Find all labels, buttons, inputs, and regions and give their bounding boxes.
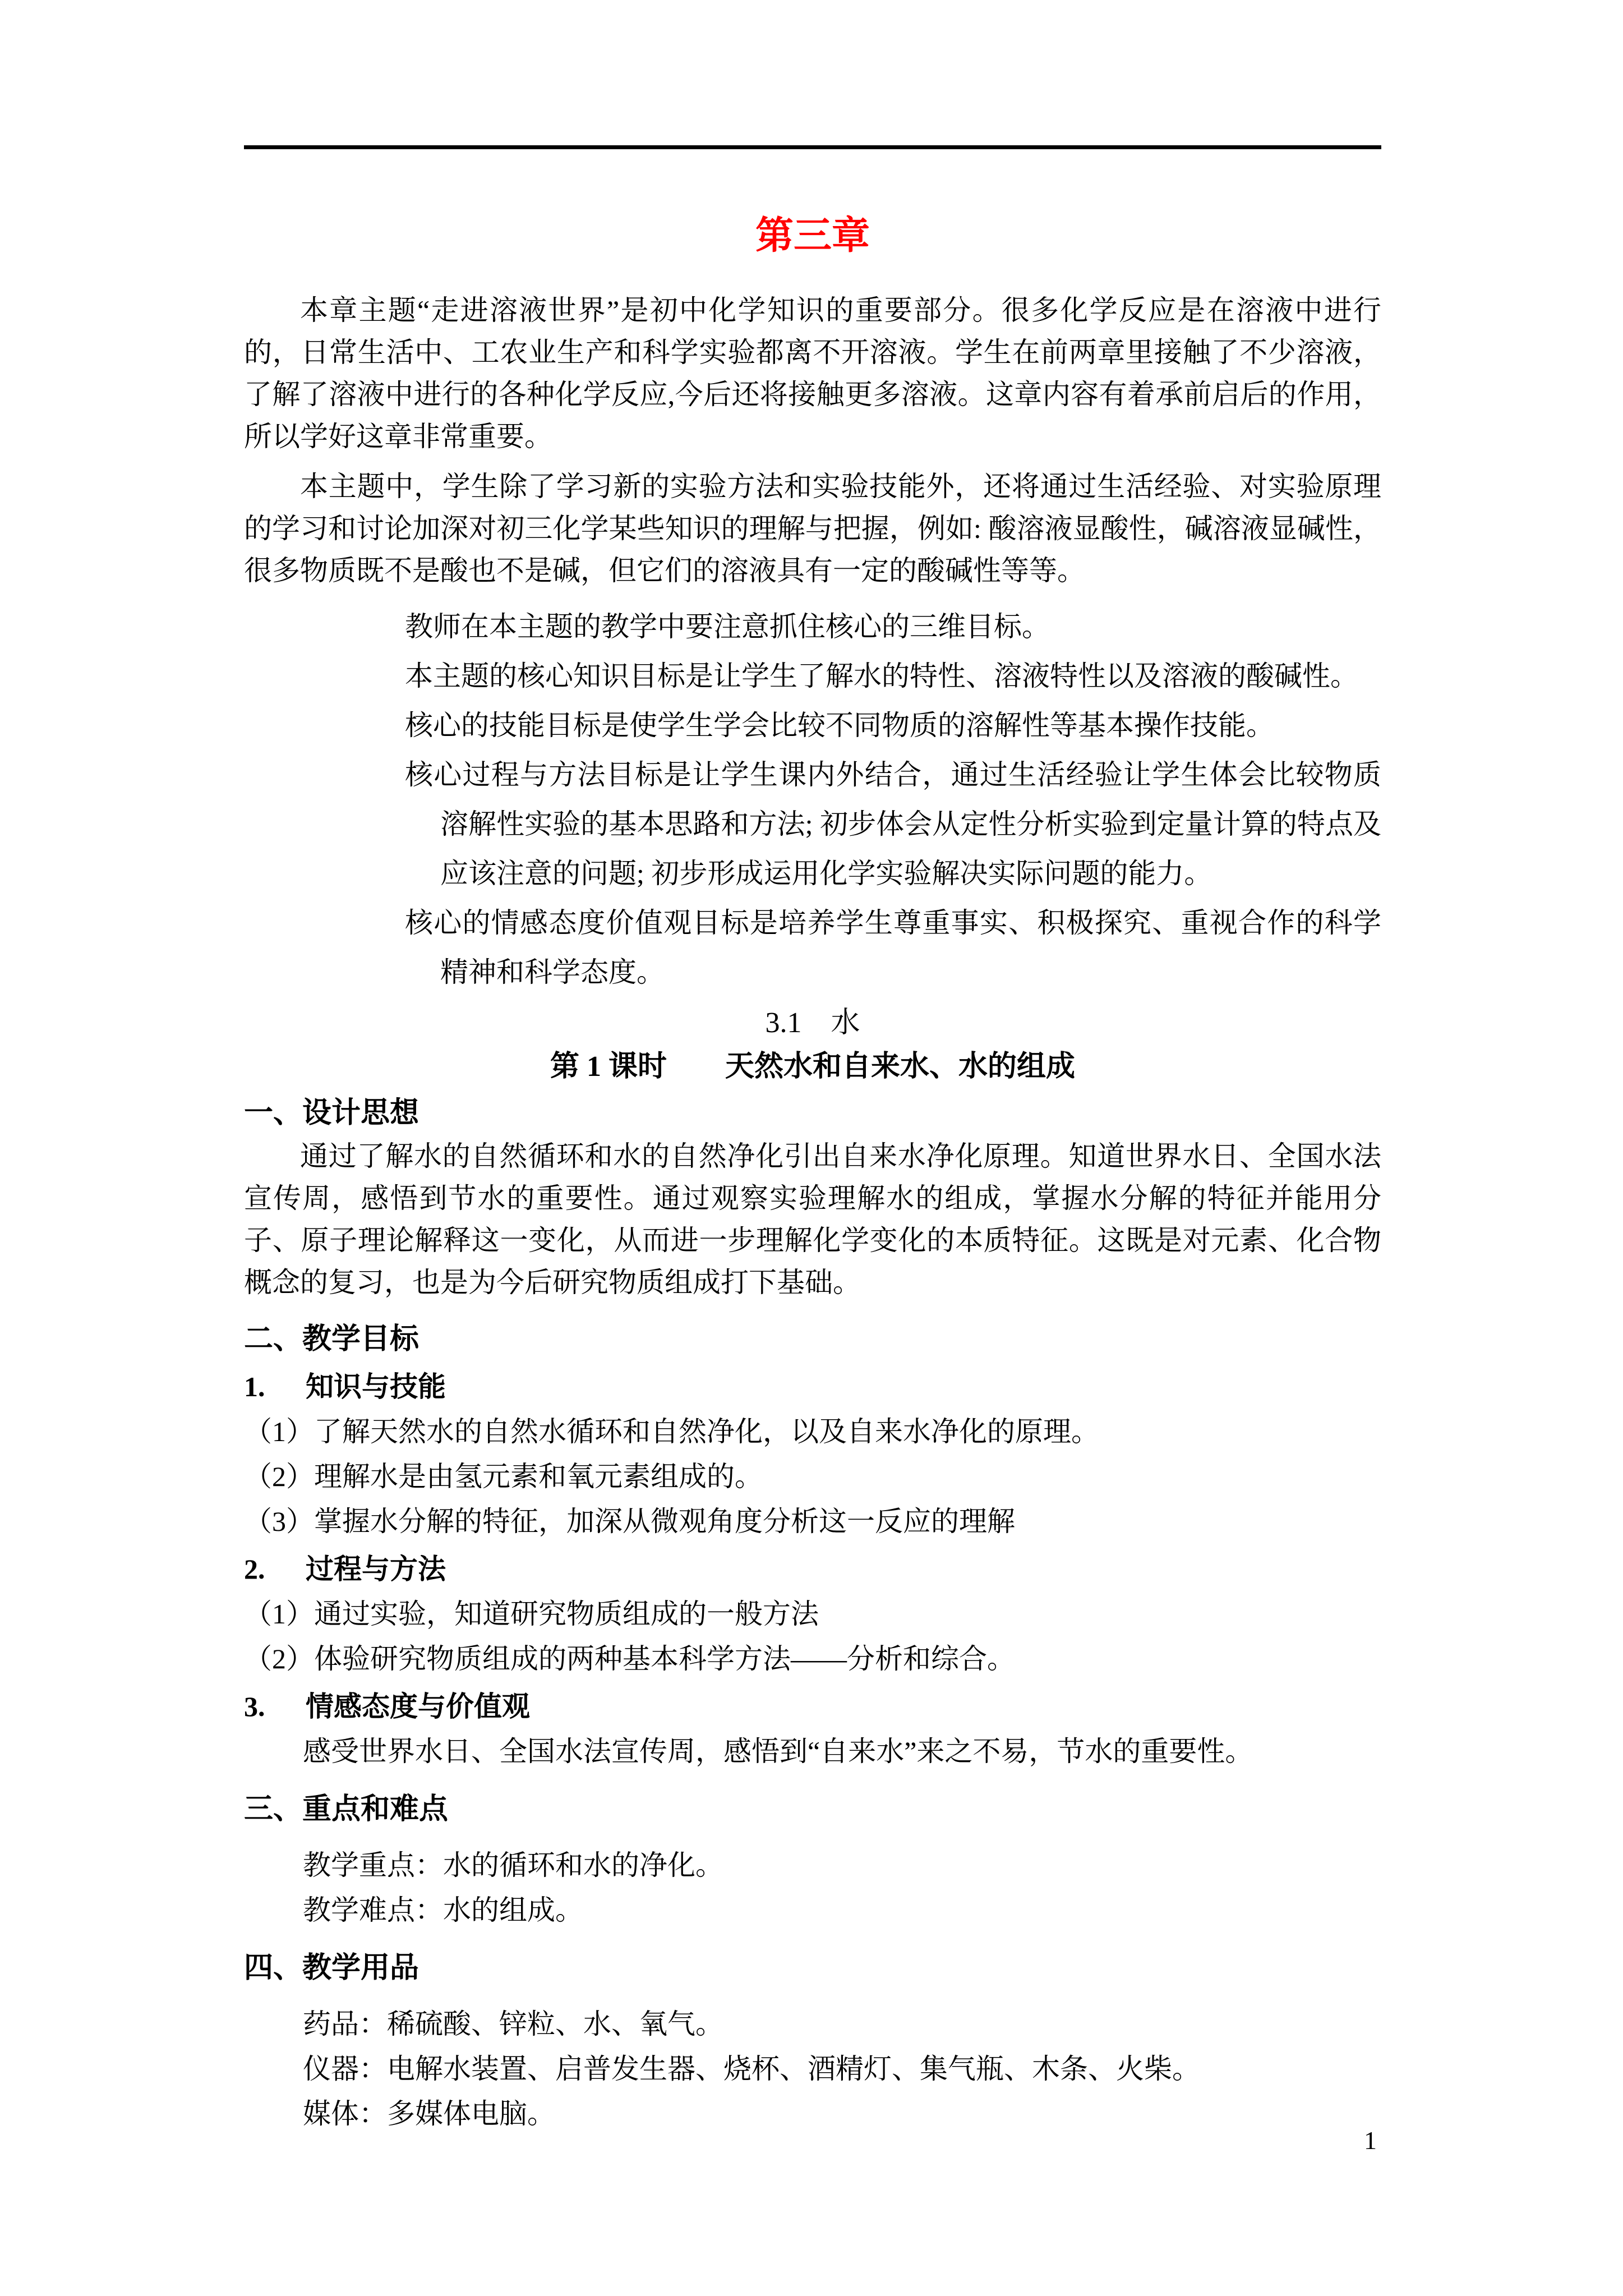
intro-paragraph-2: 本主题中，学生除了学习新的实验方法和实验技能外，还将通过生活经验、对实验原理的学习和讨论加深对初三化学某些知识的理解与把握，例如: 酸溶液显酸性，碱溶液显碱性，很多物质既不是酸也不是碱，但它们的溶液具有一定的酸碱性等等。 xyxy=(244,471,1381,586)
core-goal-item: 本主题的核心知识目标是让学生了解水的特性、溶液特性以及溶液的酸碱性。 xyxy=(405,660,1358,692)
heading-teaching-objectives: 二、教学目标 xyxy=(244,1323,419,1355)
core-goal-item: 核心的技能目标是使学生学会比较不同物质的溶解性等基本操作技能。 xyxy=(405,710,1274,741)
intro-paragraph-1: 本章主题“走进溶液世界”是初中化学知识的重要部分。很多化学反应是在溶液中进行的，日常生活中、工农业生产和科学实验都离不开溶液。学生在前两章里接触了不少溶液，了解了溶液中进行的各种化学反应,今后还将接触更多溶液。这章内容有着承前启后的作用，所以学好这章非常重要。 xyxy=(244,295,1381,452)
lesson-title: 第 1 课时 天然水和自来水、水的组成 xyxy=(550,1051,1075,1083)
chapter-title: 第三章 xyxy=(755,214,870,257)
objective-group-number: 3. xyxy=(244,1691,265,1722)
core-goals-block xyxy=(244,602,1381,997)
heading-key-points: 三、重点和难点 xyxy=(244,1793,449,1825)
objective-item: （2）体验研究物质组成的两种基本科学方法——分析和综合。 xyxy=(244,1643,1015,1674)
objective-item: （1）通过实验，知道研究物质组成的一般方法 xyxy=(244,1598,819,1630)
key-point-line: 教学重点：水的循环和水的净化。 xyxy=(303,1849,723,1881)
objective-group-number: 2. xyxy=(244,1553,265,1585)
objective-group-title-process xyxy=(244,1547,1381,1591)
objective-group-title-knowledge xyxy=(244,1364,1381,1409)
page-number: 1 xyxy=(1364,2126,1377,2155)
objective-item: （2）理解水是由氢元素和氧元素组成的。 xyxy=(244,1461,763,1492)
objective-item: （1）了解天然水的自然水循环和自然净化，以及自来水净化的原理。 xyxy=(244,1416,1099,1447)
objective-group-label: 过程与方法 xyxy=(306,1553,446,1585)
core-goal-item: 核心的情感态度价值观目标是培养学生尊重事实、积极探究、重视合作的科学精神和科学态度。 xyxy=(405,907,1381,988)
material-line: 药品：稀硫酸、锌粒、水、氧气。 xyxy=(303,2008,723,2040)
objective-attitude-note: 感受世界水日、全国水法宣传周，感悟到“自来水”来之不易，节水的重要性。 xyxy=(303,1736,1253,1767)
section-title: 3.1 水 xyxy=(765,1007,860,1039)
core-goal-item: 教师在本主题的教学中要注意抓住核心的三维目标。 xyxy=(405,611,1050,642)
objective-group-label: 情感态度与价值观 xyxy=(306,1691,530,1722)
objective-item: （3）掌握水分解的特征，加深从微观角度分析这一反应的理解 xyxy=(244,1506,1015,1537)
core-goal-item: 核心过程与方法目标是让学生课内外结合，通过生活经验让学生体会比较物质溶解性实验的基本思路和方法; 初步体会从定性分析实验到定量计算的特点及应该注意的问题; 初步形成运用化学实验解决实际问题的能力。 xyxy=(405,759,1381,889)
material-line: 媒体：多媒体电脑。 xyxy=(303,2098,555,2129)
key-point-line: 教学难点：水的组成。 xyxy=(303,1894,583,1926)
heading-design-idea: 一、设计思想 xyxy=(244,1097,419,1129)
material-line: 仪器：电解水装置、启普发生器、烧杯、酒精灯、集气瓶、木条、火柴。 xyxy=(303,2053,1200,2085)
design-idea-paragraph: 通过了解水的自然循环和水的自然净化引出自来水净化原理。知道世界水日、全国水法宣传周，感悟到节水的重要性。通过观察实验理解水的组成，掌握水分解的特征并能用分子、原子理论解释这一变化，从而进一步理解化学变化的本质特征。这既是对元素、化合物概念的复习，也是为今后研究物质组成打下基础。 xyxy=(244,1140,1381,1298)
objective-group-label: 知识与技能 xyxy=(306,1371,446,1402)
header-rule xyxy=(244,145,1381,149)
objective-group-title-attitude xyxy=(244,1684,1381,1729)
objective-group-number: 1. xyxy=(244,1371,265,1402)
heading-teaching-materials: 四、教学用品 xyxy=(244,1952,419,1984)
